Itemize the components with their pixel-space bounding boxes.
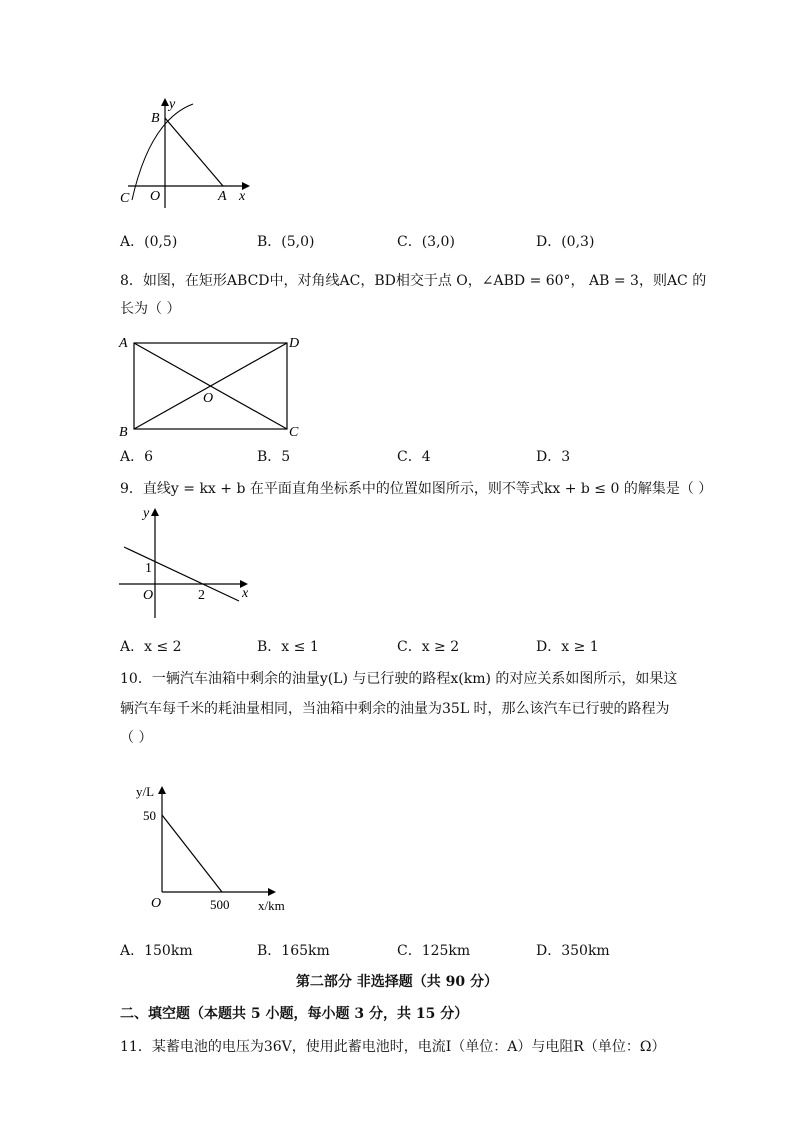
label-B: B [151, 111, 160, 126]
label-x: x [242, 586, 249, 601]
q10-stem-line2: 辆汽车每千米的耗油量相同，当油箱中剩余的油量为35L 时，那么该汽车已行驶的路程为 [120, 701, 670, 717]
y-axis-arrow-icon [158, 786, 166, 794]
q8-stem-line2: 长为（ ） [120, 301, 181, 317]
label-1: 1 [145, 561, 152, 576]
q7-option-c: C．(3,0) [397, 234, 455, 250]
q9-option-d: D．x ≥ 1 [536, 639, 599, 655]
q10-option-a: A．150km [120, 943, 193, 959]
label-O: O [150, 189, 161, 204]
q7-option-a: A．(0,5) [120, 234, 178, 250]
part2-heading: 第二部分 非选择题（共 90 分） [295, 974, 499, 990]
q9-stem-line1: 9．直线y = kx + b 在平面直角坐标系中的位置如图所示，则不等式kx + b ≤ 0 的解集是（ ） [120, 481, 713, 497]
q10-option-d: D．350km [536, 943, 610, 959]
section2-heading: 二、填空题（本题共 5 小题，每小题 3 分，共 15 分） [120, 1006, 469, 1022]
q8-option-a: A．6 [120, 449, 154, 465]
q8-stem-line1: 8．如图，在矩形ABCD中，对角线AC，BD相交于点 O，∠ABD = 60°， AB = 3，则AC 的 [120, 273, 707, 289]
q9-option-b: B．x ≤ 1 [257, 639, 319, 655]
label-x: x [239, 189, 246, 204]
label-C: C [289, 425, 299, 440]
label-O: O [203, 391, 214, 406]
ylabel: y/L [136, 784, 155, 799]
q8-option-d: D．3 [536, 449, 571, 465]
label-2: 2 [198, 588, 205, 603]
label-50: 50 [143, 808, 156, 823]
q10-figure [130, 778, 300, 918]
q8-option-b: B．5 [257, 449, 291, 465]
q8-option-c: C．4 [397, 449, 431, 465]
label-B: B [119, 425, 128, 440]
fuel-line [162, 815, 222, 892]
q10-stem-line3: （ ） [120, 730, 153, 746]
q10-option-c: C．125km [397, 943, 471, 959]
q10-stem-line1: 10．一辆汽车油箱中剩余的油量y(L) 与已行驶的路程x(km) 的对应关系如图所示，如果这 [120, 671, 678, 687]
x-axis-arrow-icon [268, 888, 276, 896]
xlabel: x/km [258, 898, 285, 913]
label-y: y [143, 506, 150, 521]
label-y: y [169, 97, 176, 112]
label-500: 500 [210, 897, 230, 912]
label-O: O [143, 588, 154, 603]
q10-option-b: B．165km [257, 943, 330, 959]
segment-ab [165, 118, 223, 186]
q7-option-d: D．(0,3) [536, 234, 595, 250]
label-O: O [151, 896, 162, 911]
q7-figure [110, 90, 270, 220]
y-axis-arrow-icon [151, 508, 159, 516]
label-A: A [218, 189, 227, 204]
label-A: A [119, 336, 128, 351]
y-axis-arrow-icon [161, 98, 169, 106]
line-y-kx-b [124, 547, 239, 601]
label-D: D [289, 336, 300, 351]
q9-option-c: C．x ≥ 2 [397, 639, 460, 655]
label-C: C [120, 191, 130, 206]
q11-stem-line1: 11．某蓄电池的电压为36V，使用此蓄电池时，电流I（单位：A）与电阻R（单位：Ω） [120, 1039, 666, 1055]
q7-option-b: B．(5,0) [257, 234, 315, 250]
q9-option-a: A．x ≤ 2 [120, 639, 182, 655]
q9-figure [114, 500, 264, 625]
q8-figure [114, 330, 314, 442]
